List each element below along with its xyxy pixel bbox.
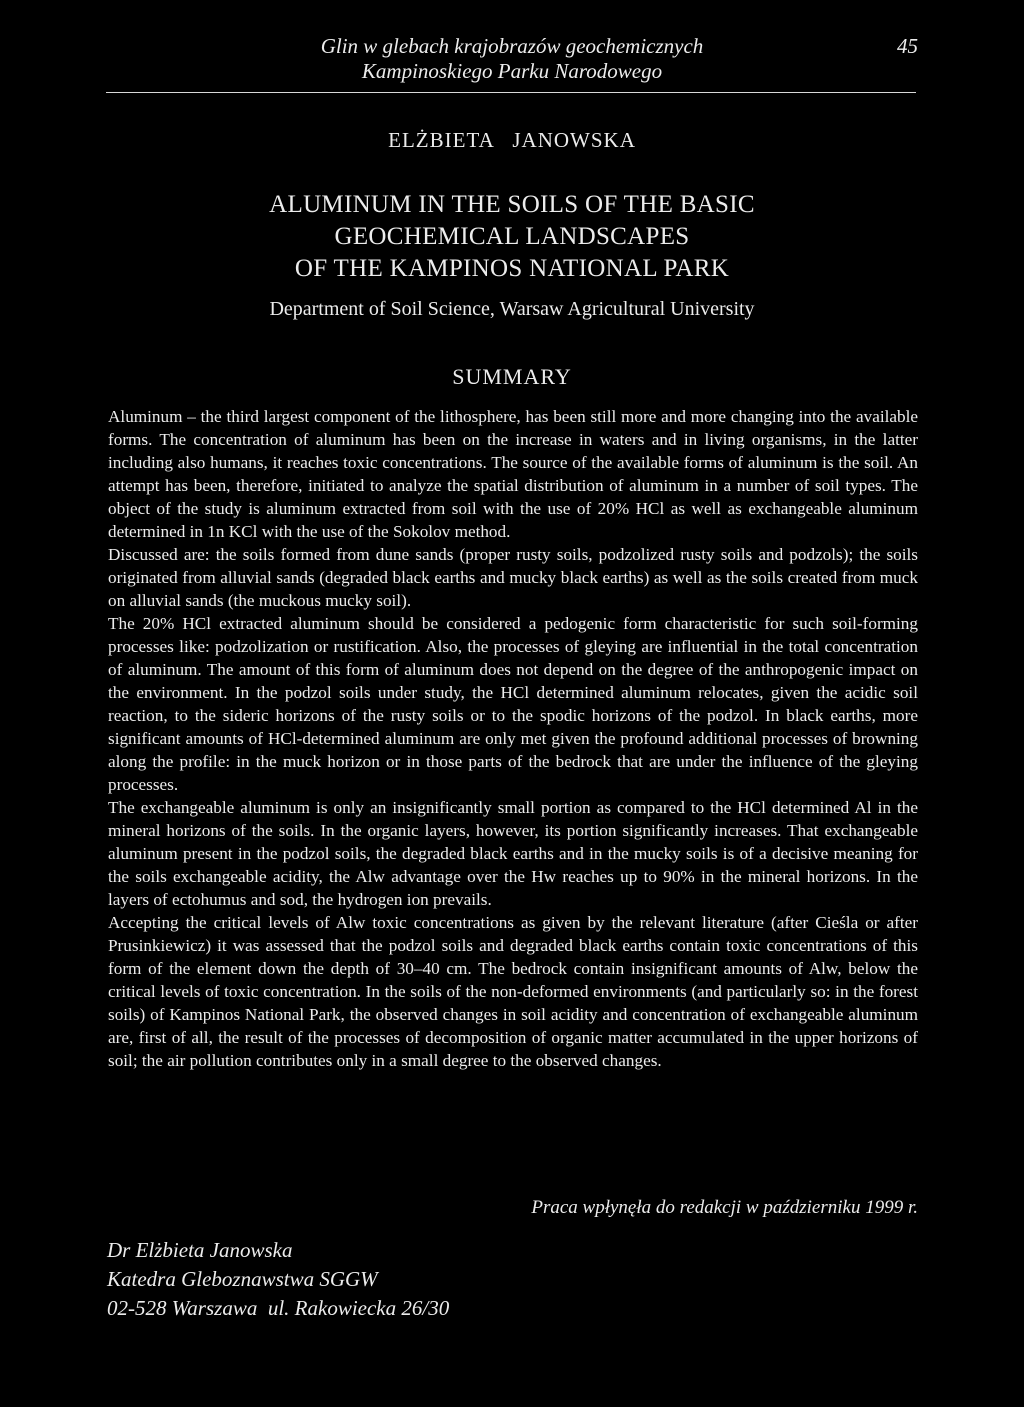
paragraph: Accepting the critical levels of Alw toxic concentrations as given by the relevant literature (after Cieśla or after Prusinkiewicz) it was assessed that the podzol soils and degraded black earths contain toxic concentrations of this form of the element down the depth of 30–40 cm. The bedrock contain insignificant amounts of Alw, below the critical levels of toxic concentration. In the soils of the non-deformed environments (and particularly so: in the forest soils) of Kampinos National Park, the observed changes in soil acidity and concentration of exchangeable aluminum are, first of all, the result of the processes of decomposition of organic matter accumulated in the upper horizons of soil; the air pollution contributes only in a small degree to the observed changes. [108, 913, 918, 1070]
journal-title-line-2: Kampinoskiego Parku Narodowego [361, 59, 663, 83]
received-note: Praca wpłynęła do redakcji w październiku 1999 r. [531, 1197, 918, 1218]
title-line-1: ALUMINUM IN THE SOILS OF THE BASIC [269, 191, 755, 218]
header-rule [106, 92, 916, 93]
running-header [106, 34, 918, 94]
paragraph: The exchangeable aluminum is only an insignificantly small portion as compared to the HCl determined Al in the mineral horizons of the soils. In the organic layers, however, its portion significantly increases. That exchangeable aluminum present in the podzol soils, the degraded black earths and in the mucky soils is of a decisive meaning for the soils exchangeable acidity, the Alw advantage over the Hw reaches up to 90% in the mineral horizons. In the layers of ectohumus and sod, the hydrogen ion prevails. [108, 798, 918, 909]
author-address [107, 1236, 449, 1323]
address-line: Dr Elżbieta Janowska [107, 1238, 293, 1262]
journal-title-line-1: Glin w glebach krajobrazów geochemicznych [320, 34, 704, 58]
author-name: ELŻBIETA JANOWSKA [388, 128, 636, 152]
address-line: 02-528 Warszawa ul. Rakowiecka 26/30 [107, 1296, 450, 1320]
affiliation: Department of Soil Science, Warsaw Agricultural University [269, 298, 755, 320]
paragraph: Discussed are: the soils formed from dune sands (proper rusty soils, podzolized rusty soils and podzols); the soils originated from alluvial sands (degraded black earths and mucky black earths) as well as the soils created from muck on alluvial sands (the muckous mucky soil). [108, 545, 918, 610]
title-line-2: GEOCHEMICAL LANDSCAPES [334, 223, 690, 250]
summary-body [108, 405, 918, 1072]
paragraph: Aluminum – the third largest component of the lithosphere, has been still more and more changing into the available forms. The concentration of aluminum has been on the increase in waters and in living organisms, in the latter including also humans, it reaches toxic concentrations. The source of the available forms of aluminum is the soil. An attempt has been, therefore, initiated to analyze the spatial distribution of aluminum in a number of soil types. The object of the study is aluminum extracted from soil with the use of 20% HCl as well as exchangeable aluminum determined in 1n KCl with the use of the Sokolov method. [108, 407, 918, 541]
summary-heading: SUMMARY [452, 364, 572, 389]
title-line-3: OF THE KAMPINOS NATIONAL PARK [294, 255, 730, 282]
page-number: 45 [897, 34, 918, 58]
paragraph: The 20% HCl extracted aluminum should be considered a pedogenic form characteristic for such soil-forming processes like: podzolization or rustification. Also, the processes of gleying are influential in the total concentration of aluminum. The amount of this form of aluminum does not depend on the degree of the anthropogenic impact on the environment. In the podzol soils under study, the HCl determined aluminum relocates, given the acidic soil reaction, to the sideric horizons of the rusty soils or to the spodic horizons of the podzol. In black earths, more significant amounts of HCl-determined aluminum are only met given the profound additional processes of browning along the profile: in the muck horizon or in those parts of the bedrock that are under the influence of the gleying processes. [108, 614, 918, 794]
address-line: Katedra Gleboznawstwa SGGW [107, 1267, 378, 1291]
